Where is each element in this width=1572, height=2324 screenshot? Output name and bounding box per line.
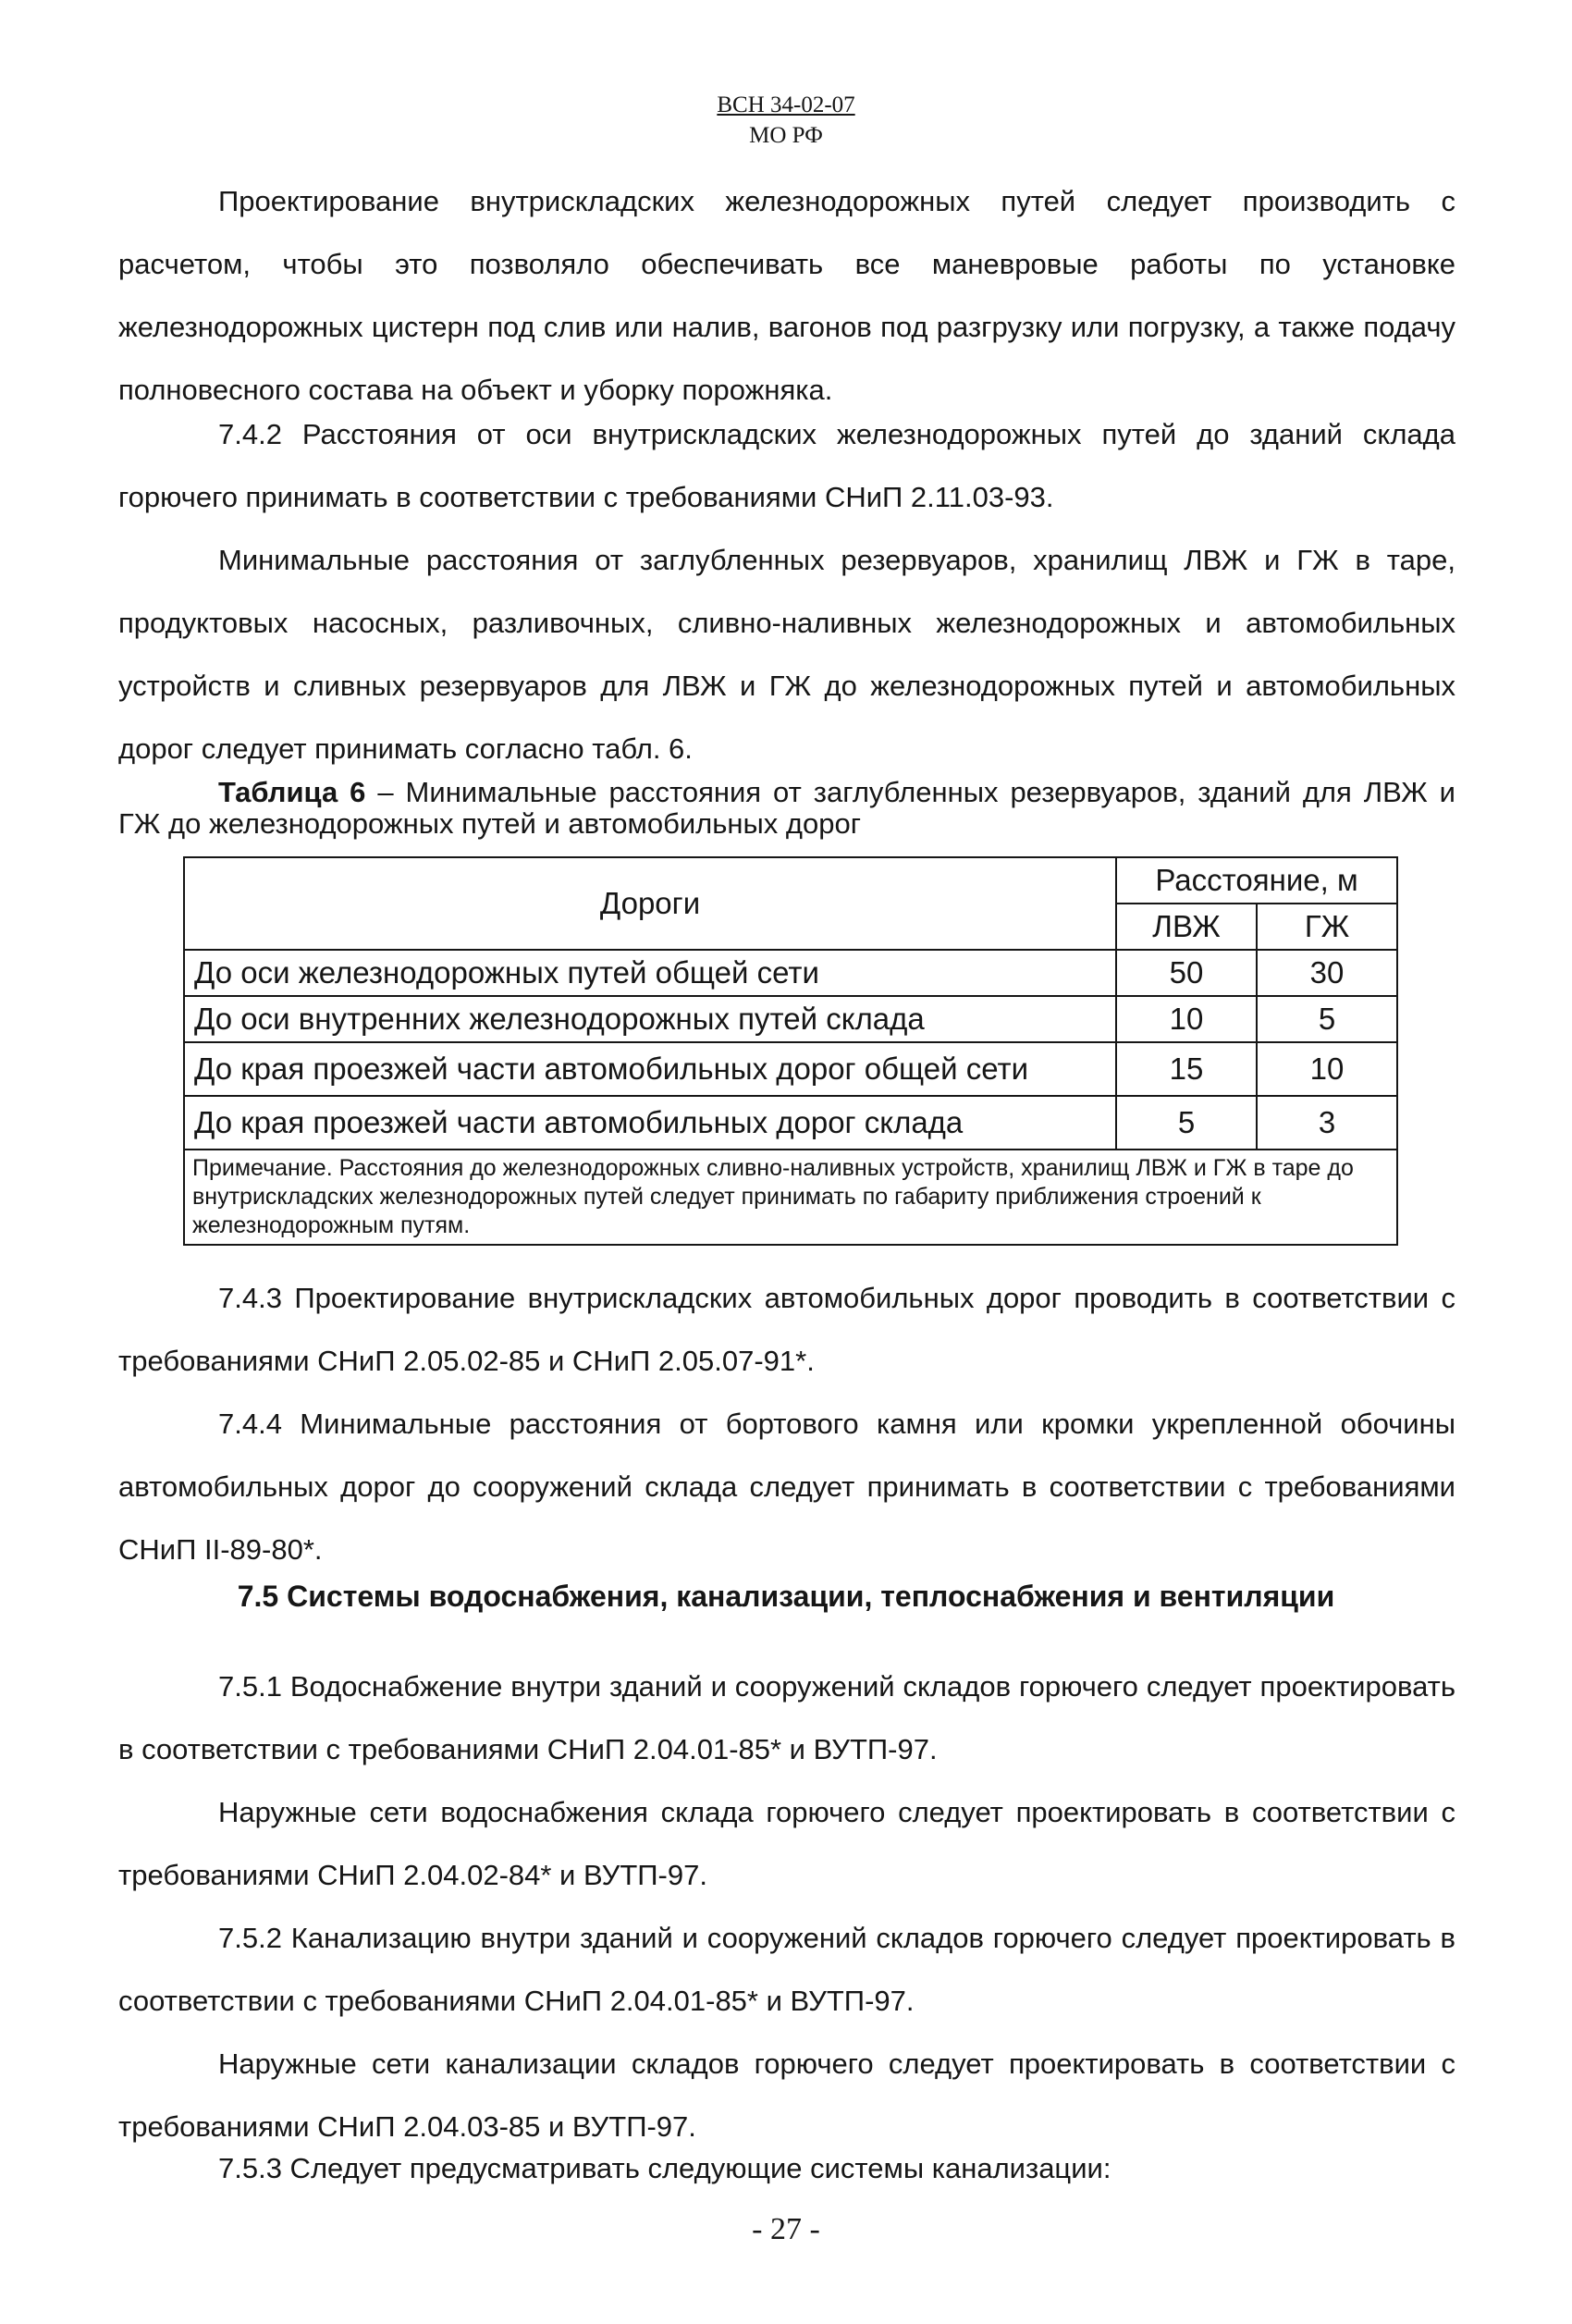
row-road: До оси железнодорожных путей общей сети <box>184 950 1116 996</box>
row-gzh: 10 <box>1257 1042 1397 1096</box>
row-lvzh: 5 <box>1116 1096 1257 1150</box>
header-gzh: ГЖ <box>1257 904 1397 950</box>
row-gzh: 5 <box>1257 996 1397 1042</box>
table-header-row <box>184 857 1397 904</box>
row-road: До оси внутренних железнодорожных путей склада <box>184 996 1116 1042</box>
header-lvzh: ЛВЖ <box>1116 904 1257 950</box>
table-row <box>184 996 1397 1042</box>
row-road: До края проезжей части автомобильных дорог склада <box>184 1096 1116 1150</box>
row-lvzh: 10 <box>1116 996 1257 1042</box>
paragraph-7-5-3: 7.5.3 Следует предусматривать следующие системы канализации: <box>218 2152 1111 2184</box>
paragraph-sewer-external: Наружные сети канализации складов горючего следует проектировать в соответствии с требованиями СНиП 2.04.03-85 и ВУТП-97. <box>118 2047 1455 2143</box>
distances-table <box>183 856 1398 1246</box>
row-lvzh: 50 <box>1116 950 1257 996</box>
header-distance: Расстояние, м <box>1116 857 1397 904</box>
paragraph-7-4-3: 7.4.3 Проектирование внутрискладских автомобильных дорог проводить в соответствии с требованиями СНиП 2.05.02-85 и СНиП 2.05.07-91*. <box>118 1282 1455 1377</box>
table-row <box>184 1042 1397 1096</box>
row-lvzh: 15 <box>1116 1042 1257 1096</box>
paragraph-7-4-2: 7.4.2 Расстояния от оси внутрискладских железнодорожных путей до зданий склада горючего принимать в соответствии с требованиями СНиП 2.11.03-93. <box>118 418 1455 513</box>
document-code: ВСН 34-02-07 <box>717 92 855 117</box>
table-note-row <box>184 1150 1397 1245</box>
header-roads: Дороги <box>184 857 1116 950</box>
paragraph-7-5-1: 7.5.1 Водоснабжение внутри зданий и сооружений складов горючего следует проектировать в соответствии с требованиями СНиП 2.04.01-85* и ВУТП-97. <box>118 1670 1455 1765</box>
page-number: - 27 - <box>752 2212 820 2246</box>
row-road: До края проезжей части автомобильных дорог общей сети <box>184 1042 1116 1096</box>
table-caption-label: Таблица 6 <box>218 776 366 808</box>
table-note: Примечание. Расстояния до железнодорожных сливно-наливных устройств, хранилищ ЛВЖ и ГЖ в таре до внутрискладских железнодорожных путей следует принимать по габариту приближения строений к железнодорожным путям. <box>184 1150 1397 1245</box>
table-caption-text: – Минимальные расстояния от заглубленных резервуаров, зданий для ЛВЖ и ГЖ до железнодорожных путей и автомобильных дорог <box>118 776 1455 840</box>
table-row <box>184 1096 1397 1150</box>
table-caption <box>118 777 1455 840</box>
paragraph-intro: Проектирование внутрискладских железнодорожных путей следует производить с расчетом, чтобы это позволяло обеспечивать все маневровые работы по установке железнодорожных цистерн под слив или налив, вагонов под разгрузку или погрузку, а также подачу полновесного состава на объект и уборку порожняка. <box>118 185 1455 406</box>
table-row <box>184 950 1397 996</box>
row-gzh: 3 <box>1257 1096 1397 1150</box>
document-organization: МО РФ <box>749 123 823 148</box>
paragraph-7-4-4: 7.4.4 Минимальные расстояния от бортового камня или кромки укрепленной обочины автомобильных дорог до сооружений склада следует принимать в соответствии с требованиями СНиП II-89-80*. <box>118 1408 1455 1566</box>
paragraph-min-distances: Минимальные расстояния от заглубленных резервуаров, хранилищ ЛВЖ и ГЖ в таре, продуктовых насосных, разливочных, сливно-наливных железнодорожных и автомобильных устройств и сливных резервуаров для ЛВЖ и ГЖ до железнодорожных путей и автомобильных дорог следует принимать согласно табл. 6. <box>118 544 1455 765</box>
row-gzh: 30 <box>1257 950 1397 996</box>
paragraph-water-external: Наружные сети водоснабжения склада горючего следует проектировать в соответствии с требованиями СНиП 2.04.02-84* и ВУТП-97. <box>118 1796 1455 1891</box>
paragraph-7-5-2: 7.5.2 Канализацию внутри зданий и сооружений складов горючего следует проектировать в соответствии с требованиями СНиП 2.04.01-85* и ВУТП-97. <box>118 1922 1455 2017</box>
section-title: 7.5 Системы водоснабжения, канализации, теплоснабжения и вентиляции <box>237 1580 1335 1613</box>
